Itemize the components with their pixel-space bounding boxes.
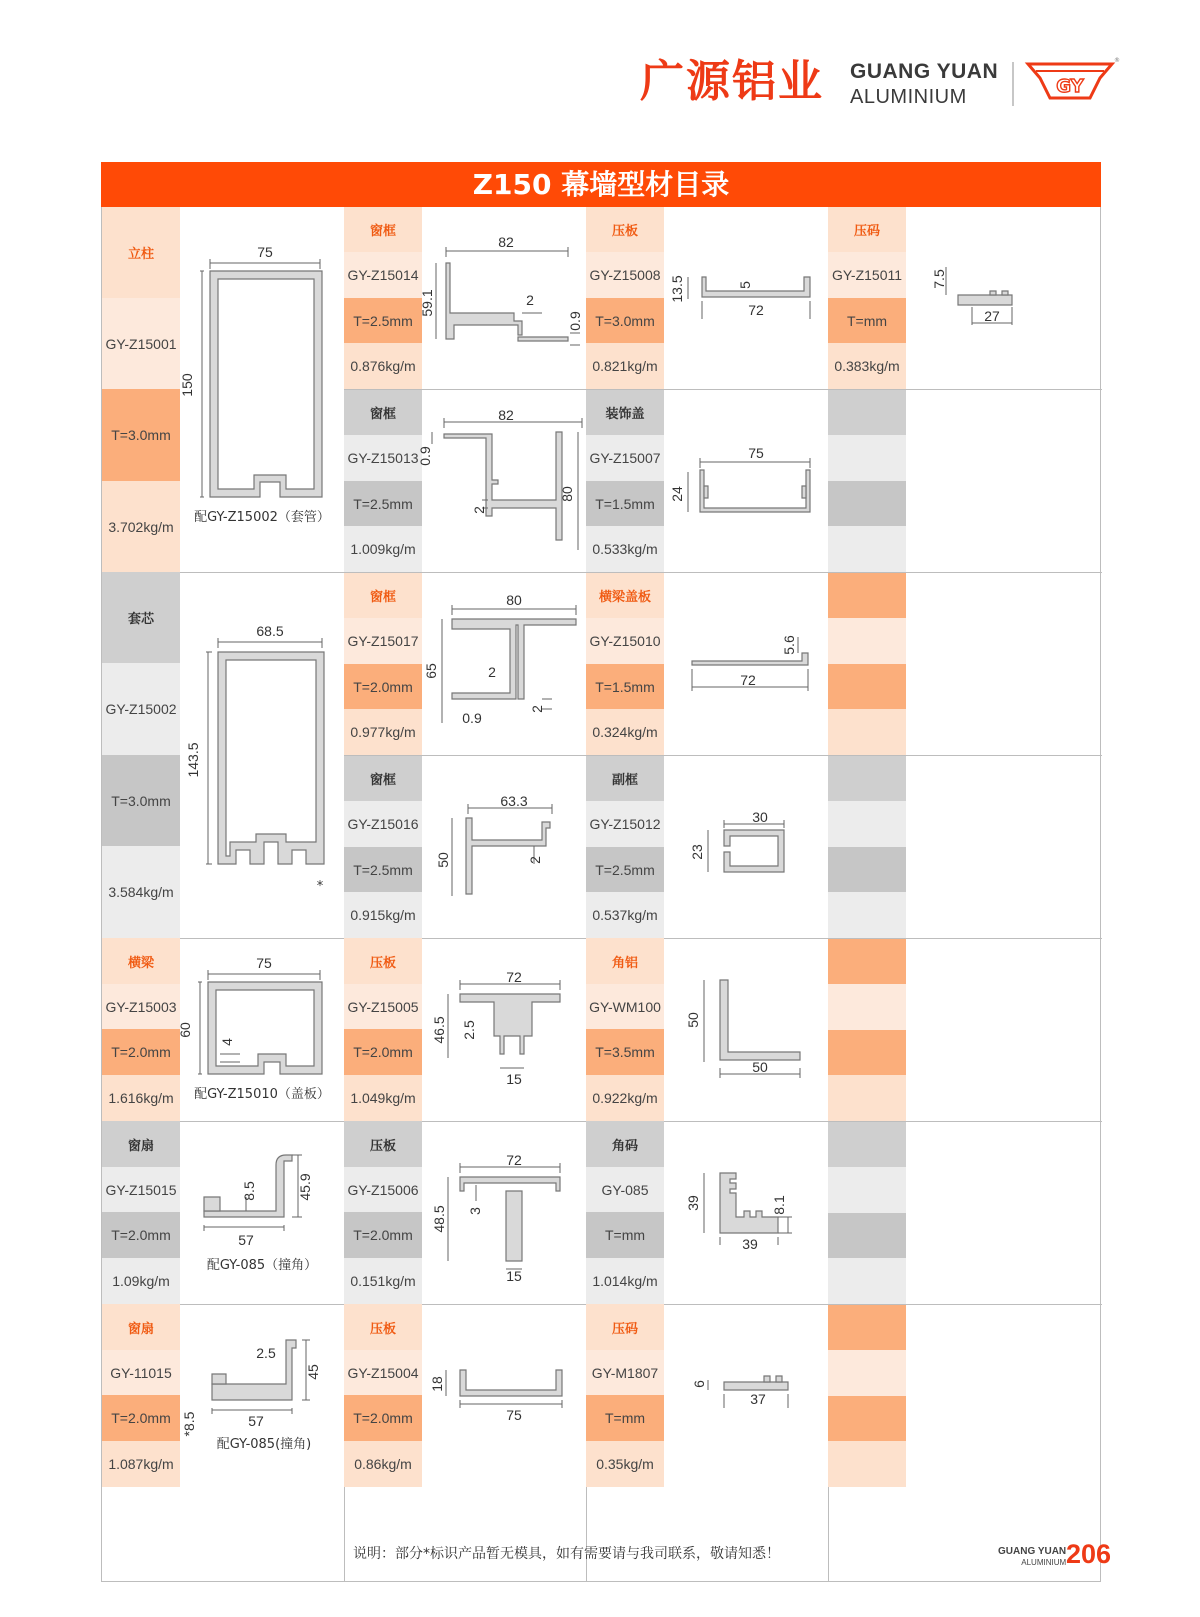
brand-logo-icon <box>1024 56 1120 106</box>
profile-code: GY-Z15015 <box>102 1167 180 1212</box>
brand-name-en-line1: GUANG YUAN <box>850 60 999 83</box>
empty-label-strip <box>828 573 906 755</box>
dim-label: 2 <box>529 705 545 713</box>
brand-header <box>640 52 1120 112</box>
dim-label: 57 <box>238 1232 254 1248</box>
profile-labels <box>102 1121 180 1304</box>
footer-note: 说明：部分*标识产品暂无模具，如有需要请与我司联系，敬请知悉！ <box>353 1546 780 1562</box>
profile-weight: 0.876kg/m <box>344 343 422 389</box>
profile-name: 副框 <box>586 756 664 801</box>
profile-drawing <box>180 207 352 583</box>
profile-code: GY-Z15002 <box>102 663 180 755</box>
dim-label: 13.5 <box>669 275 685 303</box>
profile-name: 压码 <box>828 207 906 252</box>
profile-code: GY-Z15003 <box>102 984 180 1029</box>
dim-label: 0.9 <box>417 446 433 466</box>
profile-drawing <box>664 207 828 389</box>
profile-card <box>344 207 586 389</box>
profile-card <box>344 1121 586 1304</box>
dim-label: 72 <box>506 969 522 985</box>
profile-thickness: T=2.0mm <box>344 1212 422 1258</box>
brand-name-en-line2: ALUMINIUM <box>850 86 967 108</box>
empty-cell <box>828 1396 906 1441</box>
profile-thickness: T=2.0mm <box>344 1029 422 1075</box>
profile-drawing <box>422 1304 586 1487</box>
dim-label: 45.9 <box>297 1173 313 1201</box>
profile-labels <box>344 938 422 1121</box>
brand-name-cn: 广源铝业 <box>640 56 824 107</box>
dim-label: 65 <box>423 663 439 679</box>
profile-name: 窗框 <box>344 756 422 801</box>
dim-label: 50 <box>752 1059 768 1075</box>
profile-weight: 0.324kg/m <box>586 709 664 755</box>
empty-cell <box>828 847 906 892</box>
catalog-grid <box>101 207 1101 1582</box>
dim-label: 82 <box>498 407 514 423</box>
empty-cell <box>828 435 906 481</box>
profile-thickness: T=3.5mm <box>586 1029 664 1075</box>
profile-thickness: T=2.0mm <box>344 664 422 709</box>
dim-label: 50 <box>435 852 451 868</box>
profile-name: 压板 <box>586 207 664 252</box>
profile-name: 窗框 <box>344 390 422 435</box>
profile-code: GY-Z15004 <box>344 1350 422 1395</box>
profile-card <box>344 573 586 755</box>
profile-card <box>828 207 1102 389</box>
profile-labels <box>102 938 180 1121</box>
dim-label: 39 <box>685 1195 701 1211</box>
empty-label-strip <box>828 1122 906 1304</box>
empty-cell <box>828 1122 906 1167</box>
profile-code: GY-Z15012 <box>586 801 664 847</box>
dim-label: 5.6 <box>781 635 797 655</box>
profile-drawing <box>664 573 828 755</box>
dim-label: 2.5 <box>461 1020 477 1040</box>
profile-name: 角铝 <box>586 938 664 984</box>
profile-name: 横梁盖板 <box>586 573 664 618</box>
profile-card <box>102 1304 344 1487</box>
profile-name: 压板 <box>344 1304 422 1350</box>
profile-catalog <box>101 162 1101 1582</box>
profile-drawing <box>664 756 828 938</box>
dim-label: 8.5 <box>241 1181 257 1201</box>
profile-name: 立柱 <box>102 207 180 298</box>
profile-weight: 1.014kg/m <box>586 1258 664 1304</box>
profile-labels <box>344 207 422 389</box>
dim-label: 2 <box>471 506 487 514</box>
profile-card <box>586 390 828 572</box>
profile-card <box>586 1121 828 1304</box>
profile-drawing <box>417 390 586 572</box>
dim-label: 3 <box>467 1207 483 1215</box>
dim-label: 82 <box>498 234 514 250</box>
dim-label: 27 <box>984 308 1000 324</box>
profile-labels <box>586 390 664 572</box>
empty-label-strip <box>828 939 906 1121</box>
dim-label: 150 <box>179 373 195 397</box>
profile-weight: 3.702kg/m <box>102 481 180 572</box>
profile-code: GY-Z15007 <box>586 435 664 481</box>
profile-drawing <box>422 938 586 1121</box>
profile-drawing <box>180 1304 344 1487</box>
profile-name: 角码 <box>586 1121 664 1167</box>
dim-label: 39 <box>742 1236 758 1252</box>
profile-drawing <box>906 207 1102 389</box>
profile-thickness: T=2.0mm <box>102 1395 180 1441</box>
profile-labels <box>828 207 906 389</box>
profile-card <box>586 756 828 938</box>
profile-weight: 0.922kg/m <box>586 1075 664 1121</box>
profile-name: 套芯 <box>102 572 180 663</box>
profile-drawing <box>664 938 828 1121</box>
profile-labels <box>102 207 180 572</box>
profile-labels <box>344 756 422 938</box>
dim-label: 68.5 <box>256 623 284 639</box>
dim-label: 2 <box>527 856 543 864</box>
profile-weight: 0.86kg/m <box>344 1441 422 1487</box>
footer-brand-line2: ALUMINIUM <box>1021 1558 1067 1567</box>
profile-drawing <box>419 207 586 389</box>
profile-weight: 0.915kg/m <box>344 892 422 938</box>
empty-cell <box>828 1213 906 1258</box>
profile-weight: 0.151kg/m <box>344 1258 422 1304</box>
empty-label-strip <box>828 756 906 938</box>
dim-label: 75 <box>257 244 273 260</box>
profile-code: GY-M1807 <box>586 1350 664 1395</box>
profile-name: 压码 <box>586 1304 664 1350</box>
profile-card <box>586 573 828 755</box>
dim-label: 48.5 <box>431 1205 447 1233</box>
dim-label: 7.5 <box>931 269 947 289</box>
profile-card <box>344 756 586 938</box>
profile-name: 横梁 <box>102 938 180 984</box>
dim-label: 80 <box>559 486 575 502</box>
profile-thickness: T=mm <box>586 1212 664 1258</box>
profile-weight: 0.35kg/m <box>586 1441 664 1487</box>
profile-labels <box>344 1304 422 1487</box>
dim-label: 63.3 <box>500 793 528 809</box>
dim-label: 80 <box>506 592 522 608</box>
dim-label: 4 <box>219 1038 235 1046</box>
empty-cell <box>828 481 906 526</box>
profile-thickness: T=3.0mm <box>102 755 180 846</box>
dim-label: 0.9 <box>567 311 583 331</box>
profile-drawing <box>664 1121 828 1304</box>
dim-label: 59.1 <box>419 289 435 317</box>
empty-cell <box>828 1305 906 1350</box>
profile-code: GY-Z15005 <box>344 984 422 1029</box>
profile-code: GY-Z15014 <box>344 252 422 298</box>
profile-weight: 1.049kg/m <box>344 1075 422 1121</box>
profile-name: 窗框 <box>344 573 422 618</box>
dim-label: 75 <box>256 955 272 971</box>
profile-thickness: T=1.5mm <box>586 481 664 526</box>
dim-label: 15 <box>506 1071 522 1087</box>
profile-code: GY-Z15001 <box>102 298 180 389</box>
profile-thickness: T=2.0mm <box>344 1395 422 1441</box>
profile-labels <box>102 572 180 938</box>
profile-thickness: T=3.0mm <box>102 389 180 481</box>
profile-labels <box>586 573 664 755</box>
profile-code: GY-11015 <box>102 1350 180 1395</box>
empty-label-strip <box>828 1305 906 1487</box>
empty-cell <box>828 573 906 618</box>
catalog-title: Z150 幕墙型材目录 <box>101 162 1101 207</box>
dim-label: 15 <box>506 1268 522 1284</box>
profile-card <box>102 572 344 938</box>
empty-cell <box>828 1030 906 1075</box>
profile-thickness: T=3.0mm <box>586 298 664 343</box>
profile-code: GY-Z15008 <box>586 252 664 298</box>
dim-label: 72 <box>748 302 764 318</box>
profile-code: GY-Z15010 <box>586 618 664 664</box>
profile-name: 装饰盖 <box>586 390 664 435</box>
profile-name: 窗扇 <box>102 1304 180 1350</box>
empty-cell <box>828 892 906 938</box>
profile-thickness: T=1.5mm <box>586 664 664 709</box>
footer-brand <box>998 1546 1066 1568</box>
profile-code: GY-Z15013 <box>344 435 422 481</box>
profile-weight: 0.977kg/m <box>344 709 422 755</box>
profile-name: 窗扇 <box>102 1121 180 1167</box>
footer-brand-line1: GUANG YUAN <box>998 1546 1067 1557</box>
profile-code: GY-Z15017 <box>344 618 422 664</box>
dim-label: 72 <box>506 1152 522 1168</box>
profile-note: 配GY-Z15010（盖板） <box>194 1087 330 1102</box>
profile-labels <box>344 1121 422 1304</box>
profile-weight: 0.821kg/m <box>586 343 664 389</box>
dim-label: 2.5 <box>256 1345 276 1361</box>
profile-drawing <box>664 1304 828 1487</box>
profile-weight: 0.533kg/m <box>586 526 664 572</box>
profile-labels <box>586 1121 664 1304</box>
profile-note: 配GY-085(撞角) <box>216 1437 312 1452</box>
dim-label: *8.5 <box>181 1411 197 1437</box>
profile-thickness: T=2.0mm <box>102 1029 180 1075</box>
profile-name: 压板 <box>344 1121 422 1167</box>
dim-label: 45 <box>305 1364 321 1380</box>
dim-label: 0.9 <box>462 710 482 726</box>
profile-weight: 1.087kg/m <box>102 1441 180 1487</box>
empty-cell <box>828 1258 906 1304</box>
empty-cell <box>828 664 906 709</box>
dim-label: 24 <box>669 486 685 502</box>
dim-label: 2 <box>526 292 534 308</box>
profile-card <box>344 1304 586 1487</box>
profile-card <box>102 938 344 1121</box>
profile-labels <box>586 1304 664 1487</box>
profile-drawing <box>180 1121 344 1304</box>
empty-cell <box>828 526 906 572</box>
dim-label: 23 <box>689 844 705 860</box>
dim-label: 143.5 <box>185 742 201 778</box>
dim-label: 46.5 <box>431 1016 447 1044</box>
dim-label: 37 <box>750 1391 766 1407</box>
empty-cell <box>828 1075 906 1121</box>
dim-label: 75 <box>748 445 764 461</box>
profile-code: GY-WM100 <box>586 984 664 1029</box>
profile-weight: 1.616kg/m <box>102 1075 180 1121</box>
profile-weight: 1.009kg/m <box>344 526 422 572</box>
empty-cell <box>828 984 906 1030</box>
profile-card <box>344 938 586 1121</box>
profile-weight: 0.383kg/m <box>828 343 906 389</box>
profile-name: 窗框 <box>344 207 422 252</box>
dim-label: 75 <box>506 1407 522 1423</box>
profile-card <box>586 938 828 1121</box>
empty-cell <box>828 709 906 755</box>
empty-cell <box>828 618 906 664</box>
dim-label: 6 <box>691 1380 707 1388</box>
profile-card <box>344 390 586 572</box>
dim-label: 5 <box>737 281 753 289</box>
profile-drawing <box>664 390 828 572</box>
profile-labels <box>586 207 664 389</box>
empty-cell <box>828 390 906 435</box>
svg-text:®: ® <box>1114 57 1120 64</box>
profile-card <box>586 207 828 389</box>
dim-label: 2 <box>488 664 496 680</box>
profile-thickness: T=2.0mm <box>102 1212 180 1258</box>
profile-drawing <box>180 572 344 938</box>
dim-label: 8.1 <box>771 1195 787 1215</box>
profile-labels <box>586 938 664 1121</box>
profile-drawing <box>177 938 344 1121</box>
profile-thickness: T=2.5mm <box>344 481 422 526</box>
profile-thickness: T=mm <box>828 298 906 343</box>
profile-labels <box>344 573 422 755</box>
profile-labels <box>586 756 664 938</box>
profile-weight: 3.584kg/m <box>102 846 180 938</box>
profile-thickness: T=2.5mm <box>586 847 664 892</box>
empty-cell <box>828 1167 906 1213</box>
profile-labels <box>102 1304 180 1487</box>
profile-thickness: T=mm <box>586 1395 664 1441</box>
profile-weight: 0.537kg/m <box>586 892 664 938</box>
empty-label-strip <box>828 390 906 572</box>
profile-thickness: T=2.5mm <box>344 847 422 892</box>
profile-code: GY-Z15006 <box>344 1167 422 1212</box>
brand-separator <box>1012 62 1014 106</box>
empty-cell <box>828 1441 906 1487</box>
profile-thickness: T=2.5mm <box>344 298 422 343</box>
profile-card <box>586 1304 828 1487</box>
profile-code: GY-Z15011 <box>828 252 906 298</box>
empty-cell <box>828 939 906 984</box>
dim-label: 18 <box>429 1376 445 1392</box>
dim-label: 60 <box>177 1022 193 1038</box>
profile-name: 压板 <box>344 938 422 984</box>
dim-label: 57 <box>248 1413 264 1429</box>
profile-note: * <box>316 879 324 894</box>
page-number: 206 <box>1066 1539 1112 1569</box>
dim-label: 50 <box>685 1012 701 1028</box>
profile-drawing <box>422 756 586 938</box>
profile-weight: 1.09kg/m <box>102 1258 180 1304</box>
empty-cell <box>828 801 906 847</box>
profile-drawing <box>422 573 586 755</box>
profile-note: 配GY-Z15002（套管） <box>194 510 330 525</box>
profile-drawing <box>422 1121 586 1304</box>
empty-cell <box>828 1350 906 1396</box>
svg-text:GY: GY <box>1056 76 1084 97</box>
profile-card <box>102 1121 344 1304</box>
dim-label: 72 <box>740 672 756 688</box>
profile-code: GY-Z15016 <box>344 801 422 847</box>
profile-card <box>102 207 344 572</box>
profile-labels <box>344 390 422 572</box>
dim-label: 30 <box>752 809 768 825</box>
profile-code: GY-085 <box>586 1167 664 1212</box>
profile-note: 配GY-085（撞角） <box>206 1258 318 1273</box>
empty-cell <box>828 756 906 801</box>
